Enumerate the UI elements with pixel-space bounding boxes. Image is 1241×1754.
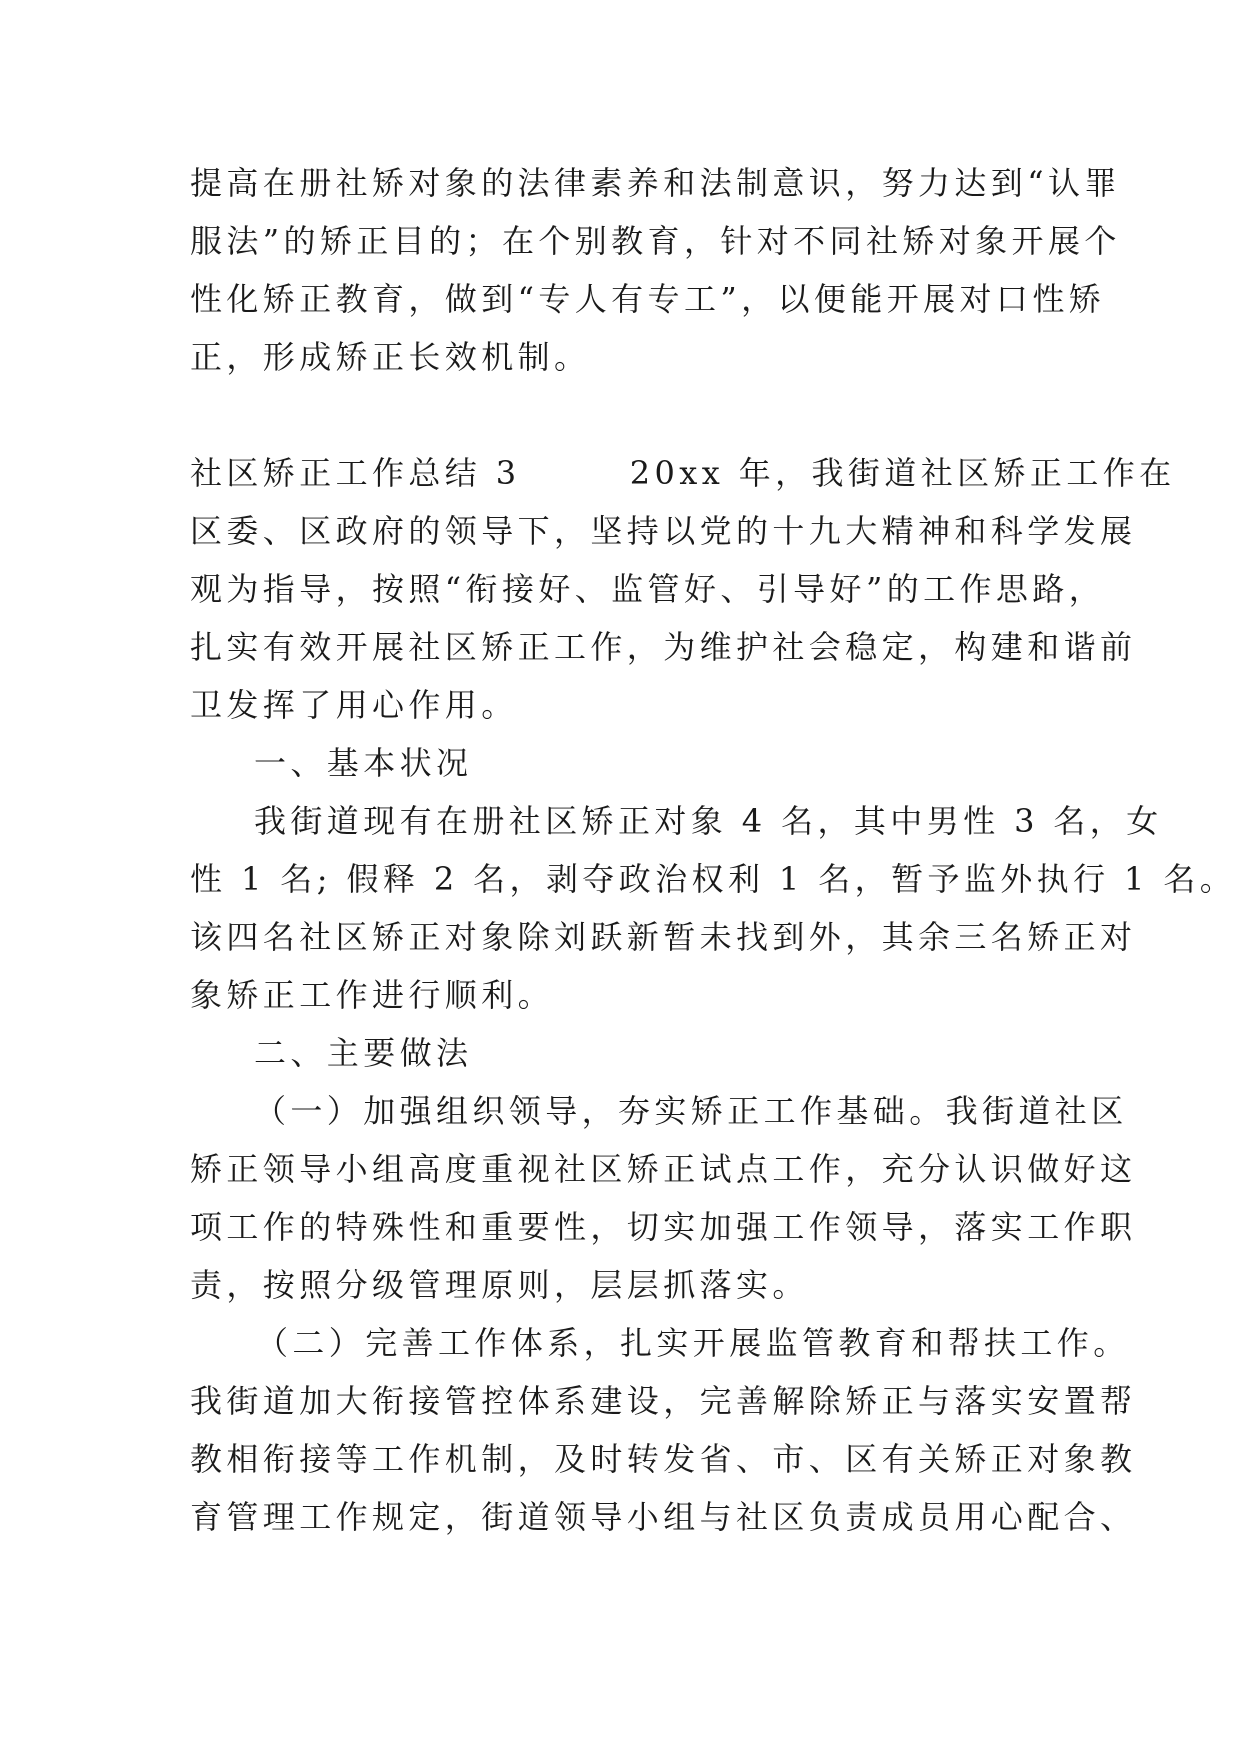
text-line: 我街道加大衔接管控体系建设，完善解除矫正与落实安置帮 [190,1382,1137,1420]
text-line: 卫发挥了用心作用。 [190,686,518,724]
text-line: 正，形成矫正长效机制。 [190,338,591,376]
text-line: （二）完善工作体系，扎实开展监管教育和帮扶工作。 [256,1324,1130,1362]
text-line: 区委、区政府的领导下，坚持以党的十九大精神和科学发展 [190,512,1137,550]
text-line: 性 1 名; 假释 2 名，剥夺政治权利 1 名，暂予监外执行 1 名。 [190,860,1237,898]
text-line: 观为指导，按照“衔接好、监管好、引导好”的工作思路， [190,570,1106,608]
section-heading-line: 社区矫正工作总结 3 20xx 年，我街道社区矫正工作在 [190,454,1176,492]
subheading: 二、主要做法 [254,1034,473,1072]
text-line: 性化矫正教育，做到“专人有专工”，以便能开展对口性矫 [190,280,1106,318]
text-line: 扎实有效开展社区矫正工作，为维护社会稳定，构建和谐前 [190,628,1137,666]
text-line: 育管理工作规定，街道领导小组与社区负责成员用心配合、 [190,1498,1137,1536]
text-line: 该四名社区矫正对象除刘跃新暂未找到外，其余三名矫正对 [190,918,1137,956]
text-line: 服法”的矫正目的；在个别教育，针对不同社矫对象开展个 [190,222,1121,260]
text-line: 提高在册社矫对象的法律素养和法制意识，努力达到“认罪 [190,164,1121,202]
text-line: 项工作的特殊性和重要性，切实加强工作领导，落实工作职 [190,1208,1137,1246]
subheading: 一、基本状况 [254,744,473,782]
text-line: 我街道现有在册社区矫正对象 4 名，其中男性 3 名，女 [254,802,1163,840]
text-line: 矫正领导小组高度重视社区矫正试点工作，充分认识做好这 [190,1150,1137,1188]
text-line: 责，按照分级管理原则，层层抓落实。 [190,1266,809,1304]
text-line: 象矫正工作进行顺利。 [190,976,555,1014]
text-line: （一）加强组织领导，夯实矫正工作基础。我街道社区 [254,1092,1128,1130]
text-line: 教相衔接等工作机制，及时转发省、市、区有关矫正对象教 [190,1440,1137,1478]
